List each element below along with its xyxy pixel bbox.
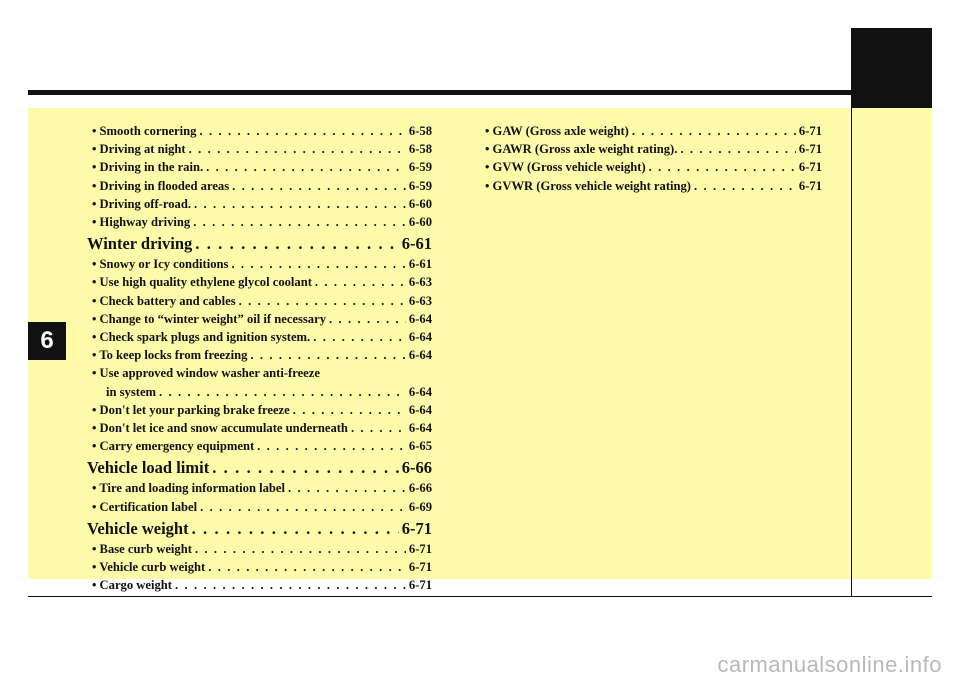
toc-entry-title: • Vehicle curb weight bbox=[92, 560, 206, 575]
dot-leader bbox=[175, 576, 406, 594]
chapter-number: 6 bbox=[40, 327, 54, 354]
dot-leader bbox=[193, 213, 406, 231]
dot-leader bbox=[313, 328, 406, 346]
toc-entry-title: in system bbox=[106, 384, 157, 399]
toc-entry-title: • Driving at night bbox=[92, 142, 186, 157]
toc-entry-page: 6-71 bbox=[798, 124, 822, 138]
toc-entry[interactable] bbox=[480, 140, 822, 158]
toc-entry-page: 6-64 bbox=[408, 421, 432, 436]
toc-entry[interactable] bbox=[87, 255, 432, 273]
dot-leader bbox=[257, 437, 406, 455]
toc-entry-page: 6-71 bbox=[408, 578, 432, 593]
dot-leader bbox=[231, 255, 405, 273]
toc-entry-title: • GVWR (Gross vehicle weight rating) bbox=[485, 178, 692, 193]
toc-entry-title: • GVW (Gross vehicle weight) bbox=[485, 160, 646, 175]
toc-entry[interactable] bbox=[87, 419, 432, 437]
toc-entry-title: • Smooth cornering bbox=[92, 124, 197, 138]
toc-entry[interactable] bbox=[87, 346, 432, 364]
toc-entry[interactable] bbox=[87, 558, 432, 576]
toc-entry[interactable] bbox=[87, 364, 432, 382]
toc-entry-page: 6-61 bbox=[401, 234, 432, 254]
toc-entry-page: 6-64 bbox=[408, 311, 432, 326]
dot-leader bbox=[195, 540, 406, 558]
bottom-rule bbox=[28, 596, 932, 597]
toc-left-column bbox=[87, 122, 432, 594]
toc-entry[interactable] bbox=[87, 140, 432, 158]
toc-entry[interactable] bbox=[87, 383, 432, 401]
top-rule bbox=[28, 90, 932, 95]
toc-entry-page: 6-58 bbox=[408, 124, 432, 138]
toc-entry-title: • Change to “winter weight” oil if necessary bbox=[92, 311, 326, 326]
toc-entry-page: 6-71 bbox=[408, 560, 432, 575]
dot-leader bbox=[232, 177, 406, 195]
dot-leader bbox=[195, 232, 398, 255]
toc-entry[interactable] bbox=[87, 401, 432, 419]
dot-leader bbox=[194, 195, 406, 213]
toc-entry-title: Winter driving bbox=[87, 234, 193, 254]
dot-leader bbox=[649, 158, 796, 176]
toc-entry-page: 6-71 bbox=[798, 178, 822, 193]
dot-leader bbox=[680, 140, 796, 158]
toc-entry-title: • Driving off-road. bbox=[92, 196, 191, 211]
toc-entry-title: • Certification label bbox=[92, 499, 198, 514]
dot-leader bbox=[694, 177, 796, 195]
toc-entry-title: • Use approved window washer anti-freeze bbox=[92, 366, 320, 381]
toc-entry[interactable] bbox=[87, 479, 432, 497]
toc-entry-page: 6-59 bbox=[408, 178, 432, 193]
toc-entry[interactable] bbox=[87, 310, 432, 328]
toc-entry-page: 6-60 bbox=[408, 196, 432, 211]
corner-block bbox=[851, 28, 932, 108]
dot-leader bbox=[288, 479, 406, 497]
toc-entry-title: • Highway driving bbox=[92, 215, 191, 230]
toc-entry-page: 6-58 bbox=[408, 142, 432, 157]
toc-section-heading[interactable] bbox=[87, 456, 432, 479]
toc-entry[interactable] bbox=[87, 328, 432, 346]
toc-entry-page: 6-66 bbox=[401, 458, 432, 478]
toc-entry-title: • Cargo weight bbox=[92, 578, 172, 593]
toc-entry-title: • Tire and loading information label bbox=[92, 481, 286, 496]
dot-leader bbox=[239, 292, 406, 310]
dot-leader bbox=[200, 498, 406, 516]
toc-entry-title: • To keep locks from freezing bbox=[92, 348, 248, 363]
dot-leader bbox=[293, 401, 406, 419]
toc-entry-page: 6-71 bbox=[408, 541, 432, 556]
dot-leader bbox=[632, 122, 796, 140]
toc-entry[interactable] bbox=[87, 195, 432, 213]
toc-entry-title: • Driving in flooded areas bbox=[92, 178, 230, 193]
chapter-tab bbox=[28, 322, 66, 360]
toc-entry-title: • Don't let ice and snow accumulate underneath bbox=[92, 421, 348, 436]
toc-right-column bbox=[480, 122, 822, 195]
toc-entry-title: • Check spark plugs and ignition system. bbox=[92, 330, 311, 345]
dot-leader bbox=[159, 383, 406, 401]
dot-leader bbox=[351, 419, 406, 437]
toc-entry[interactable] bbox=[87, 576, 432, 594]
toc-entry-title: • Check battery and cables bbox=[92, 293, 236, 308]
toc-entry-page: 6-59 bbox=[408, 160, 432, 175]
toc-entry[interactable] bbox=[87, 273, 432, 291]
dot-leader bbox=[199, 122, 405, 140]
dot-leader bbox=[329, 310, 406, 328]
toc-entry[interactable] bbox=[87, 122, 432, 140]
toc-entry-page: 6-71 bbox=[798, 142, 822, 157]
dot-leader bbox=[250, 346, 405, 364]
toc-entry-page: 6-66 bbox=[408, 481, 432, 496]
dot-leader bbox=[206, 158, 406, 176]
toc-entry-page: 6-71 bbox=[798, 160, 822, 175]
toc-entry-page: 6-64 bbox=[408, 330, 432, 345]
toc-entry-title: Vehicle weight bbox=[87, 518, 189, 538]
toc-entry-title: • GAWR (Gross axle weight rating). bbox=[485, 142, 678, 157]
toc-entry-title: • Snowy or Icy conditions bbox=[92, 257, 229, 272]
toc-section-heading[interactable] bbox=[87, 517, 432, 540]
toc-entry[interactable] bbox=[87, 292, 432, 310]
toc-entry-title: • GAW (Gross axle weight) bbox=[485, 124, 629, 138]
toc-section-heading[interactable] bbox=[87, 232, 432, 255]
toc-entry-page: 6-63 bbox=[408, 293, 432, 308]
dot-leader bbox=[315, 273, 406, 291]
toc-entry-title: • Driving in the rain. bbox=[92, 160, 204, 175]
toc-entry-page: 6-69 bbox=[408, 499, 432, 514]
toc-entry[interactable] bbox=[480, 122, 822, 140]
toc-entry-title: • Base curb weight bbox=[92, 541, 192, 556]
toc-entry[interactable] bbox=[87, 540, 432, 558]
toc-entry[interactable] bbox=[87, 437, 432, 455]
toc-entry-page: 6-65 bbox=[408, 439, 432, 454]
toc-entry-page: 6-64 bbox=[408, 384, 432, 399]
toc-entry[interactable] bbox=[87, 158, 432, 176]
toc-entry-title: • Don't let your parking brake freeze bbox=[92, 402, 290, 417]
toc-entry-title: Vehicle load limit bbox=[87, 458, 210, 478]
dot-leader bbox=[212, 456, 399, 479]
toc-entry-page: 6-64 bbox=[408, 402, 432, 417]
toc-entry-page: 6-61 bbox=[408, 257, 432, 272]
toc-entry-title: • Carry emergency equipment bbox=[92, 439, 255, 454]
toc-entry[interactable] bbox=[480, 177, 822, 195]
toc-entry[interactable] bbox=[87, 213, 432, 231]
toc-entry-page: 6-63 bbox=[408, 275, 432, 290]
margin-line bbox=[851, 108, 852, 596]
toc-entry[interactable] bbox=[480, 158, 822, 176]
dot-leader bbox=[192, 517, 399, 540]
dot-leader bbox=[208, 558, 406, 576]
toc-entry-page: 6-71 bbox=[401, 518, 432, 538]
toc-entry[interactable] bbox=[87, 498, 432, 516]
watermark: carmanualsonline.info bbox=[717, 652, 942, 677]
toc-entry-title: • Use high quality ethylene glycol coolant bbox=[92, 275, 312, 290]
toc-entry-page: 6-64 bbox=[408, 348, 432, 363]
toc-entry-page: 6-60 bbox=[408, 215, 432, 230]
dot-leader bbox=[189, 140, 406, 158]
toc-entry[interactable] bbox=[87, 177, 432, 195]
